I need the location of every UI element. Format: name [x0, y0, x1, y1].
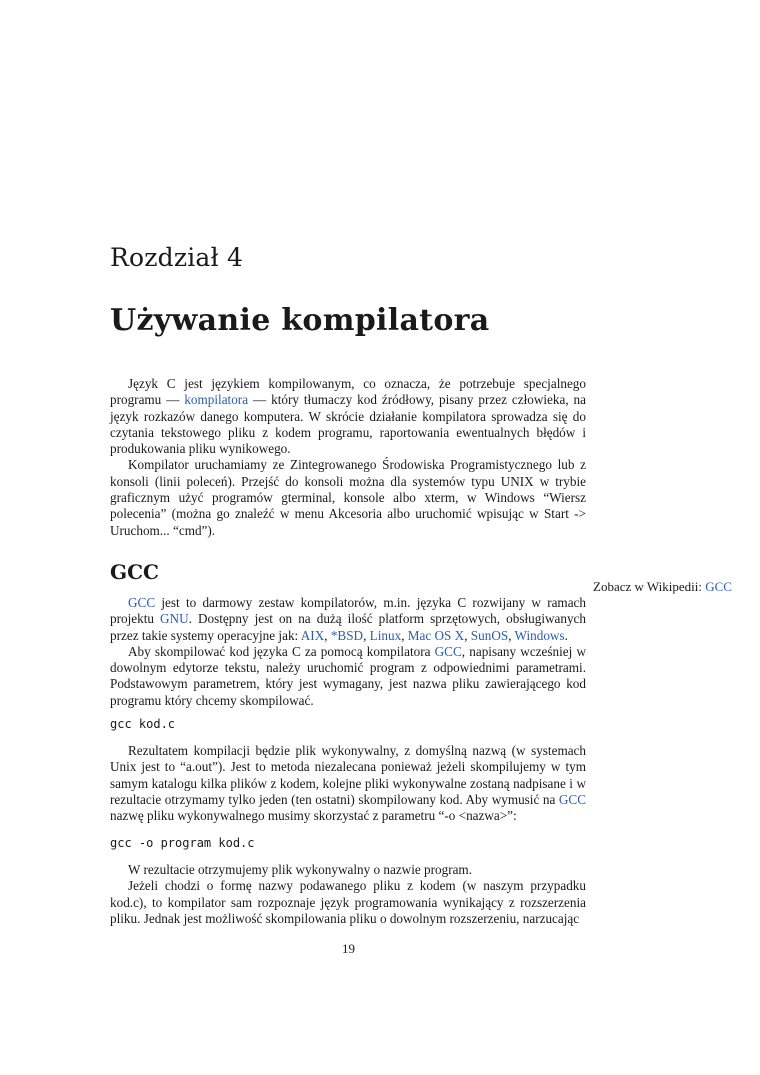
link-gcc-2[interactable]: GCC [434, 643, 462, 659]
text-run: . [564, 627, 568, 643]
text-run: Aby skompilować kod języka C za pomocą kompilatora [128, 643, 435, 659]
chapter-title: Używanie kompilatora [110, 303, 490, 338]
text-run: jest to darmowy zestaw kompilatorów, m.in. języka C rozwijany w ramach projektu [110, 595, 586, 627]
gcc-section-text [110, 595, 586, 709]
text-run: nazwę pliku wykonywalnego musimy skorzystać z parametru “-o <nazwa>”: [110, 808, 517, 824]
text-run: , [363, 627, 370, 643]
page-number: 19 [342, 941, 355, 956]
gcc-paragraph-1 [110, 595, 586, 644]
section-title-gcc: GCC [110, 560, 159, 584]
intro-paragraph-2: Kompilator uruchamiamy ze Zintegrowanego Środowiska Programistycznego lub z konsoli (linii poleceń). Przejść do konsoli można dla systemów typu UNIX w trybie graficznym użyć programów gterminal, konsole albo xterm, w Windows “Wiersz polecenia” (można go znaleźć w menu Akcesoria albo uruchomić wpisując w Start -> Uruchom... “cmd”). [110, 457, 586, 538]
text-run: Język C jest językiem kompilowanym, co oznacza, że potrzebuje specjalnego programu — [110, 376, 586, 408]
link-macos[interactable]: Mac OS X [407, 627, 465, 643]
code-sample-1: gcc kod.c [110, 717, 176, 731]
intro-text [110, 376, 586, 539]
gcc-paragraph-4: W rezultacie otrzymujemy plik wykonywalny o nazwie program. [128, 862, 472, 877]
code-sample-2: gcc -o program kod.c [110, 836, 255, 850]
link-kompilatora[interactable]: kompilatora [184, 392, 249, 408]
intro-paragraph-1 [110, 376, 586, 457]
link-bsd[interactable]: *BSD [330, 627, 364, 643]
text-run: , napisany wcześniej w dowolnym edytorze tekstu, należy uruchomić program z odpowiednimi parametrami. Podstawowym parametrem, który jest wymagany, jest nazwa pliku zawierającego kod programu który chcemy skompilować. [110, 643, 586, 708]
gcc-paragraph-5: Jeżeli chodzi o formę nazwy podawanego pliku z kodem (w naszym przypadku kod.c), to kompilator sam rozpoznaje język programowania wynikający z rozszerzenia pliku. Jednak jest możliwość skompilowania pliku o dowolnym rozszerzeniu, narzucając [110, 878, 586, 926]
link-linux[interactable]: Linux [369, 627, 402, 643]
wikipedia-margin-note [593, 579, 732, 595]
text-run: , [324, 627, 331, 643]
gcc-paragraph-3 [110, 743, 586, 824]
gcc-section-text-3 [110, 862, 586, 927]
text-run: . Dostępny jest on na dużą ilość platform sprzętowych, obsługiwanych przez takie systemy operacyjne jak: [110, 611, 586, 643]
text-run: , [401, 627, 408, 643]
text-run: — który tłumaczy kod źródłowy, pisany przez człowieka, na język rozkazów danego komputera. W skrócie działanie kompilatora sprowadza się do czytania tekstowego pliku z kodem programu, raportowania ewentualnych błędów i produkowania pliku wynikowego. [110, 392, 586, 457]
link-aix[interactable]: AIX [300, 627, 325, 643]
text-run: , [464, 627, 471, 643]
gcc-section-text-2 [110, 743, 586, 824]
wikipedia-gcc-link[interactable]: GCC [705, 579, 732, 594]
gcc-paragraph-2 [110, 644, 586, 709]
link-sunos[interactable]: SunOS [470, 627, 509, 643]
link-gcc[interactable]: GCC [128, 595, 156, 610]
link-windows[interactable]: Windows [514, 627, 565, 643]
chapter-label: Rozdział 4 [110, 243, 244, 272]
text-run: Rezultatem kompilacji będzie plik wykonywalny, z domyślną nazwą (w systemach Unix jest to “a.out”). Jest to metoda niezalecana ponieważ jeżeli skompilujemy w tym samym katalogu kilka plików z kodem, kolejne pliki wykonywalne zostaną nadpisane i w rezultacie otrzymamy tylko jeden (ten ostatni) skompilowany kod. Aby wymusić na [110, 743, 586, 807]
text-run: , [508, 627, 515, 643]
margin-note-label: Zobacz w Wikipedii: [593, 579, 706, 594]
link-gcc-3[interactable]: GCC [558, 791, 586, 807]
link-gnu[interactable]: GNU [160, 611, 189, 627]
